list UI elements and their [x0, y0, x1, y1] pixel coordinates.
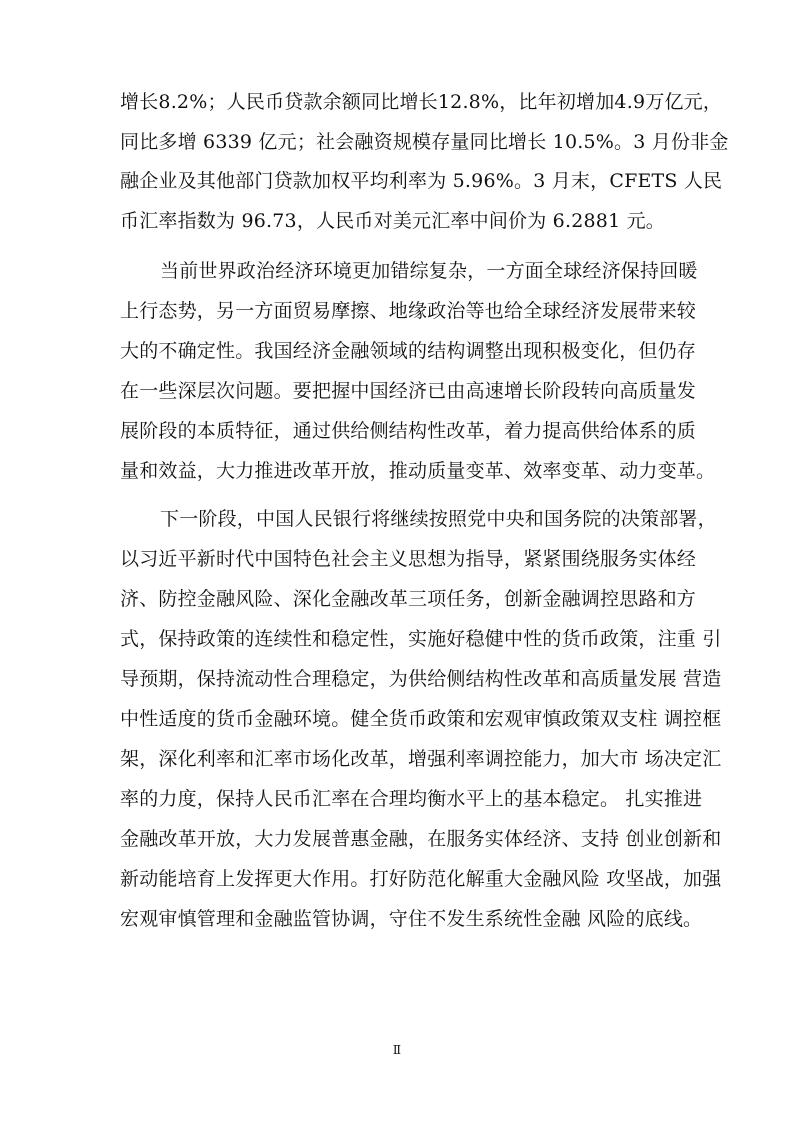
text-line-11: 下一阶段，中国人民银行将继续按照党中央和国务院的决策部署，: [160, 508, 717, 530]
text-line-4: 币汇率指数为 96.73，人民币对美元汇率中间价为 6.2881 元。: [120, 210, 665, 232]
text-line-9: 展阶段的本质特征，通过供给侧结构性改革，着力提高供给体系的质: [120, 420, 697, 442]
text-line-17: 架，深化利率和汇率市场化改革，增强利率调控能力，加大市 场决定汇: [120, 748, 722, 770]
text-line-6: 上行态势，另一方面贸易摩擦、地缘政治等也给全球经济发展带来较: [120, 300, 697, 322]
text-line-18: 率的力度，保持人民币汇率在合理均衡水平上的基本稳定。 扎实推进: [120, 788, 703, 810]
text-line-10: 量和效益，大力推进改革开放，推动质量变革、效率变革、动力变革。: [120, 460, 716, 482]
text-line-1: 增长8.2%；人民币贷款余额同比增长12.8%，比年初增加4.9万亿元，: [120, 91, 723, 113]
text-line-16: 中性适度的货币金融环境。健全货币政策和宏观审慎政策双支柱 调控框: [120, 708, 722, 730]
text-line-21: 宏观审慎管理和金融监管协调，守住不发生系统性金融 风险的底线。: [120, 908, 703, 930]
text-line-12: 以习近平新时代中国特色社会主义思想为指导，紧紧围绕服务实体经: [120, 548, 697, 570]
page-number: Ⅱ: [392, 1043, 402, 1057]
text-line-15: 导预期，保持流动性合理稳定，为供给侧结构性改革和高质量发展 营造: [120, 668, 722, 690]
text-line-19: 金融改革开放，大力发展普惠金融，在服务实体经济、支持 创业创新和: [120, 828, 722, 850]
text-line-13: 济、防控金融风险、深化金融改革三项任务，创新金融调控思路和方: [120, 588, 697, 610]
text-line-14: 式，保持政策的连续性和稳定性，实施好稳健中性的货币政策，注重 引: [120, 628, 722, 650]
text-line-2: 同比多增 6339 亿元；社会融资规模存量同比增长 10.5%。3 月份非金: [120, 131, 729, 153]
text-line-5: 当前世界政治经济环境更加错综复杂，一方面全球经济保持回暖: [160, 260, 698, 282]
text-line-8: 在一些深层次问题。要把握中国经济已由高速增长阶段转向高质量发: [120, 380, 697, 402]
text-line-20: 新动能培育上发挥更大作用。打好防范化解重大金融风险 攻坚战，加强: [120, 868, 722, 890]
text-line-3: 融企业及其他部门贷款加权平均利率为 5.96%。3 月末，CFETS 人民: [120, 170, 723, 192]
text-line-7: 大的不确定性。我国经济金融领域的结构调整出现积极变化，但仍存: [120, 340, 697, 362]
